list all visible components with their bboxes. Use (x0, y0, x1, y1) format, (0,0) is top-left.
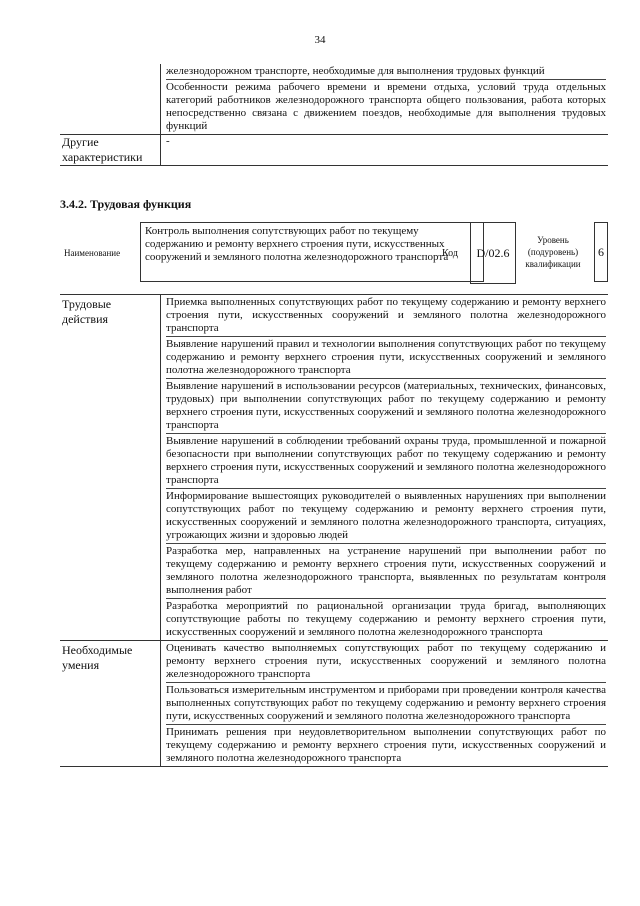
function-name-table (60, 222, 608, 284)
name-label: Наименование (64, 248, 121, 258)
labor-action-item: Выявление нарушений в соблюдении требований охраны труда, промышленной и пожарной безопасности при выполнении сопутствующих работ по текущему содержанию и ремонту верхнего строения пути, искусственных сооружений и земляного полотна железнодорожного транспорта (166, 434, 606, 489)
continued-knowledge-row (60, 64, 608, 134)
labor-action-item: Выявление нарушений правил и технологии выполнения сопутствующих работ по текущему содержанию и ремонту верхнего строения пути, искусственных сооружений и земляного полотна железнодорожного транспорта (166, 337, 606, 379)
continued-table (60, 64, 608, 166)
knowledge-item: железнодорожном транспорте, необходимые для выполнения трудовых функций (166, 64, 606, 80)
skills-section (60, 640, 608, 767)
labor-action-item: Приемка выполненных сопутствующих работ по текущему содержанию и ремонту верхнего строения пути, искусственных сооружений и земляного полотна железнодорожного транспорта (166, 295, 606, 337)
labor-actions-section (60, 294, 608, 640)
skill-item: Оценивать качество выполняемых сопутствующих работ по текущему содержанию и ремонту верхнего строения пути, искусственных сооружений и земляного полотна железнодорожного транспорта (166, 641, 606, 683)
labor-actions-label: Трудовые действия (62, 297, 112, 326)
labor-action-item: Разработка мер, направленных на устранение нарушений при выполнении работ по текущему содержанию и ремонту верхнего строения пути, искусственных сооружений и земляного полотна железнодорожного транспорта, выявленных по результатам контроля выполнения работ (166, 544, 606, 599)
code-value: D/02.6 (470, 222, 516, 284)
function-details-table (60, 294, 608, 767)
labor-action-item: Информирование вышестоящих руководителей о выявленных нарушениях при выполнении сопутствующих работ по текущему содержанию и ремонту верхнего строения пути, искусственных сооружений и земляного полотна железнодорожного транспорта, ситуациях, угрожающих жизни и здоровью людей (166, 489, 606, 544)
code-label: Код (442, 248, 458, 259)
other-characteristics-label: Другие характеристики (62, 135, 143, 164)
page-number: 34 (314, 34, 326, 46)
labor-action-item: Разработка мероприятий по рациональной организации труда бригад, выполняющих сопутствующие работы по текущему содержанию и ремонту верхнего строения пути, искусственных сооружений и земляного полотна железнодорожного транспорта (166, 600, 606, 638)
function-name-value: Контроль выполнения сопутствующих работ по текущему содержанию и ремонту верхнего строения пути, искусственных сооружений и земляного полотна железнодорожного транспорта (140, 222, 484, 282)
other-characteristics-row (60, 134, 608, 166)
skill-item: Пользоваться измерительным инструментом и приборами при проведении контроля качества выполненных сопутствующих работ по текущему содержанию и ремонту верхнего строения пути, искусственных сооружений и земляного полотна железнодорожного транспорта (166, 683, 606, 725)
other-characteristics-value: - (160, 135, 608, 165)
qualification-level-label: Уровень (подуровень) квалификации (525, 235, 581, 269)
labor-action-item: Выявление нарушений в использовании ресурсов (материальных, технических, финансовых, трудовых) при выполнении сопутствующих работ по текущему содержанию и ремонту верхнего строения пути, искусственных сооружений и земляного полотна железнодорожного транспорта (166, 379, 606, 434)
section-heading: 3.4.2. Трудовая функция (60, 197, 192, 211)
skill-item: Принимать решения при неудовлетворительном выполнении сопутствующих работ по текущему содержанию и ремонту верхнего строения пути, искусственных сооружений и земляного полотна железнодорожного транспорта (166, 726, 606, 764)
skills-label: Необходимые умения (62, 643, 133, 672)
qualification-level-value: 6 (594, 222, 608, 282)
knowledge-item: Особенности режима рабочего времени и времени отдыха, условий труда отдельных категорий работников железнодорожного транспорта общего пользования, работа которых непосредственно связана с движением поездов, необходимые для выполнения трудовых функций (166, 81, 606, 132)
